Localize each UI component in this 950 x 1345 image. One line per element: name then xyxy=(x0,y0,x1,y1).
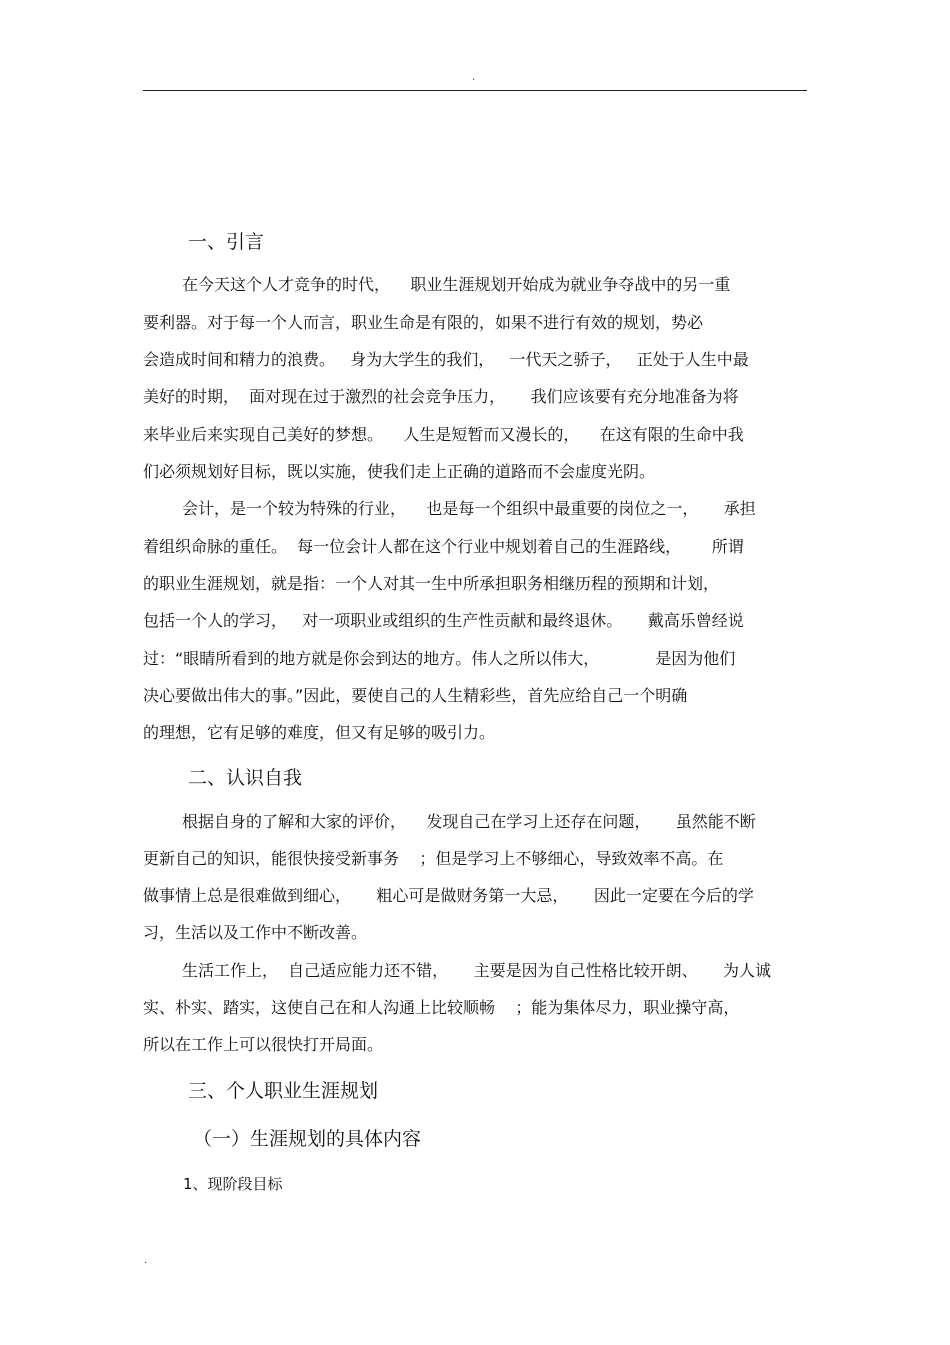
paragraph-line: 美好的时期， 面对现在过于激烈的社会竞争压力， 我们应该要有充分地准备为将 xyxy=(143,387,739,406)
paragraph-line: 更新自己的知识，能很快接受新事务 ；但是学习上不够细心，导致效率不高。在 xyxy=(143,849,724,868)
list-item-current-goal: 1、现阶段目标 xyxy=(183,1175,283,1193)
paragraph-line: 根据自身的了解和大家的评价， 发现自己在学习上还存在问题， 虽然能不断 xyxy=(182,812,756,831)
paragraph-line: 决心要做出伟大的事。”因此，要使自己的人生精彩些，首先应给自己一个明确 xyxy=(143,686,688,705)
paragraph-line: 习，生活以及工作中不断改善。 xyxy=(143,923,368,942)
paragraph-line: 来毕业后来实现自己美好的梦想。 人生是短暂而又漫长的， 在这有限的生命中我 xyxy=(143,425,744,444)
header-rule xyxy=(143,90,807,91)
paragraph-line: 实、朴实、踏实，这使自己在和人沟通上比较顺畅 ；能为集体尽力，职业操守高， xyxy=(143,998,740,1017)
paragraph-line: 过：“眼睛所看到的地方就是你会到达的地方。伟人之所以伟大， 是因为他们 xyxy=(143,649,736,668)
paragraph-line: 包括一个人的学习， 对一项职业或组织的生产性贡献和最终退休。 戴高乐曾经说 xyxy=(143,611,744,630)
paragraph-line: 的理想，它有足够的难度，但又有足够的吸引力。 xyxy=(143,723,496,742)
heading-career-plan: 三、个人职业生涯规划 xyxy=(188,1080,379,1102)
paragraph-line: 着组织命脉的重任。 每一位会计人都在这个行业中规划着自己的生涯路线， 所谓 xyxy=(143,537,744,556)
paragraph-line: 会计，是一个较为特殊的行业， 也是每一个组织中最重要的岗位之一， 承担 xyxy=(182,499,756,518)
paragraph-line: 生活工作上， 自己适应能力还不错， 主要是因为自己性格比较开朗、 为人诚 xyxy=(182,961,772,980)
footer-mark: . xyxy=(144,1255,148,1266)
paragraph-line: 要利器。对于每一个人而言，职业生命是有限的，如果不进行有效的规划，势必 xyxy=(143,313,704,332)
paragraph-line: 所以在工作上可以很快打开局面。 xyxy=(143,1035,384,1054)
paragraph-line: 会造成时间和精力的浪费。 身为大学生的我们， 一代天之骄子， 正处于人生中最 xyxy=(143,350,749,369)
paragraph-line: 在今天这个人才竞争的时代， 职业生涯规划开始成为就业争夺战中的另一重 xyxy=(182,275,731,294)
heading-introduction: 一、引言 xyxy=(188,231,265,253)
header-mark: . xyxy=(472,72,476,83)
paragraph-line: 的职业生涯规划，就是指：一个人对其一生中所承担职务相继历程的预期和计划， xyxy=(143,574,720,593)
heading-self-assessment: 二、认识自我 xyxy=(188,767,303,789)
subheading-plan-content: （一）生涯规划的具体内容 xyxy=(193,1128,422,1150)
paragraph-line: 们必须规划好目标，既以实施，使我们走上正确的道路而不会虚度光阴。 xyxy=(143,462,656,481)
paragraph-line: 做事情上总是很难做到细心， 粗心可是做财务第一大忌， 因此一定要在今后的学 xyxy=(143,886,754,905)
